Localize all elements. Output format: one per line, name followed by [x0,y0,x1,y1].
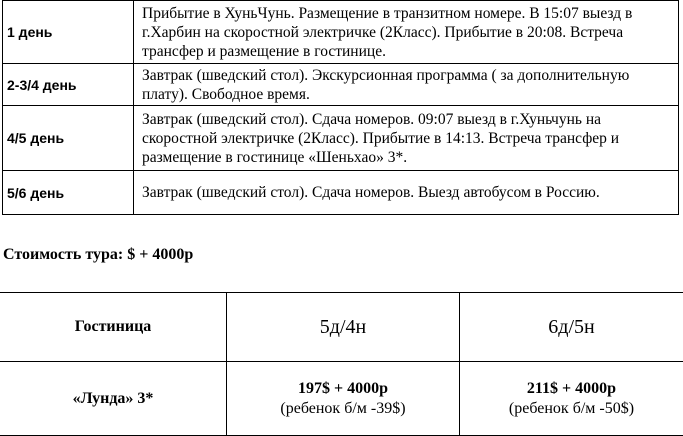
itinerary-row [3,106,679,171]
price-6d5n [460,362,683,436]
price-child-note: (ребенок б/м -50$) [461,399,682,419]
hotel-name: «Лунда» 3* [0,362,227,436]
price-main: 211$ + 4000р [461,379,682,399]
day-label: 1 день [3,1,134,64]
day-description: Завтрак (шведский стол). Экскурсионная программа ( за дополнительную плату). Свободное время. [134,64,679,106]
price-row [0,362,683,436]
price-main: 197$ + 4000р [228,379,458,399]
day-label: 5/6 день [3,171,134,215]
day-label: 4/5 день [3,106,134,171]
header-6d5n: 6д/5н [460,293,683,362]
tour-cost-line: Стоимость тура: $ + 4000р [3,246,193,264]
header-5d4n: 5д/4н [227,293,460,362]
hotel-price-table [0,292,683,436]
price-header-row [0,293,683,362]
price-5d4n [227,362,460,436]
price-child-note: (ребенок б/м -39$) [228,399,458,419]
itinerary-row [3,64,679,106]
day-description: Прибытие в ХуньЧунь. Размещение в транзитном номере. В 15:07 выезд в г.Харбин на скоростной электричке (2Класс). Прибытие в 20:08. Встреча трансфер и размещение в гостинице. [134,1,679,64]
header-hotel: Гостиница [0,293,227,362]
day-description: Завтрак (шведский стол). Сдача номеров. Выезд автобусом в Россию. [134,171,679,215]
day-label: 2-3/4 день [3,64,134,106]
itinerary-row [3,171,679,215]
itinerary-table [2,0,679,215]
day-description: Завтрак (шведский стол). Сдача номеров. 09:07 выезд в г.Хуньчунь на скоростной электричке (2Класс). Прибытие в 14:13. Встреча трансфер и размещение в гостинице «Шеньхао» 3*. [134,106,679,171]
itinerary-row [3,1,679,64]
